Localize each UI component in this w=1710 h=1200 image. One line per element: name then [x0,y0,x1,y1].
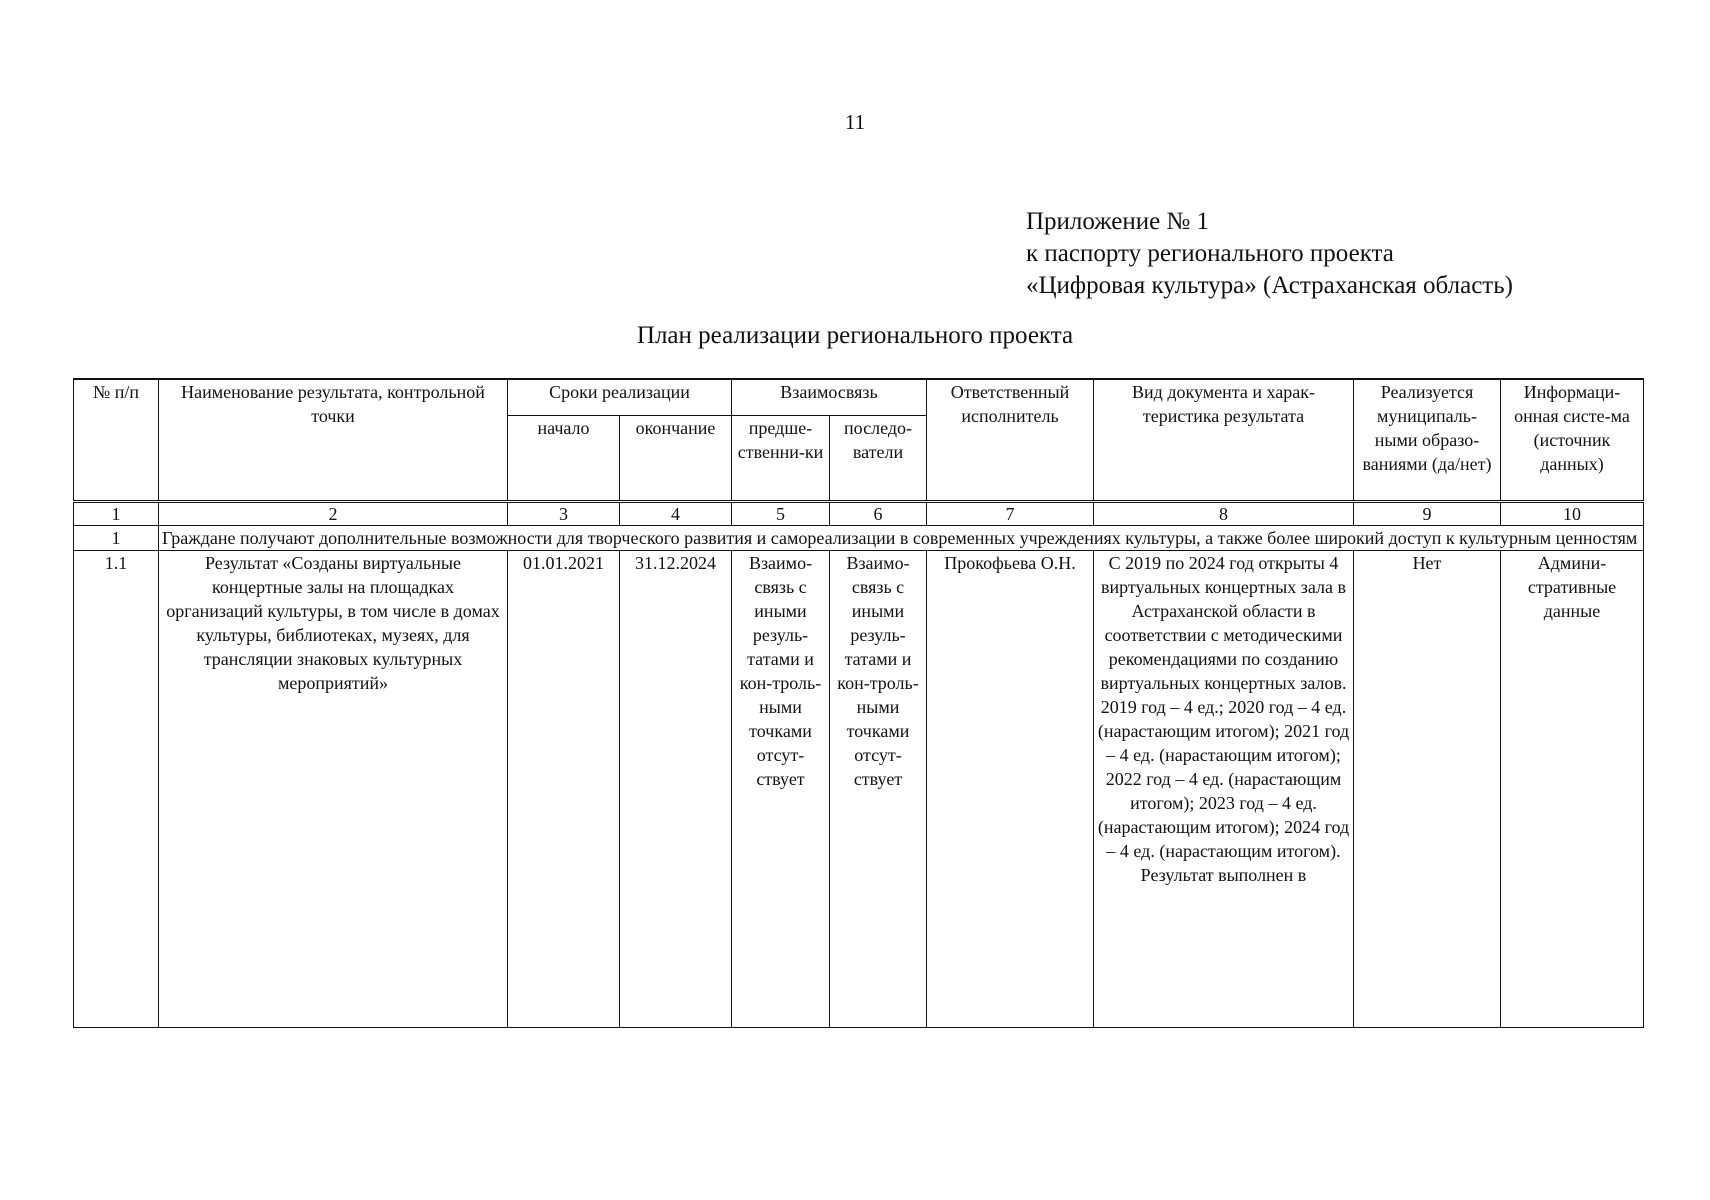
row-municipal: Нет [1354,550,1501,1027]
row-end: 31.12.2024 [620,550,732,1027]
row-info-system: Админи-стративные данные [1501,550,1644,1027]
row-successors: Взаимо-связь с иными резуль-татами и кон-троль-ными точками отсут-ствует [830,550,927,1027]
appendix-line-3: «Цифровая культура» (Астраханская область) [1026,272,1513,299]
column-number: 5 [732,501,830,525]
column-number: 2 [159,501,508,525]
column-numbers-row [74,501,1644,525]
header-doc-type: Вид документа и харак-теристика результата [1094,379,1354,501]
header-successors: последо-ватели [830,415,927,501]
table-row [74,550,1644,1027]
plan-title: План реализации регионального проекта [636,322,1074,349]
header-predecessors: предше-ственни-ки [732,415,830,501]
row-name: Результат «Созданы виртуальные концертные залы на площадках организаций культуры, в том числе в домах культуры, библиотеках, музеях, для трансляции знаковых культурных мероприятий» [159,550,508,1027]
header-terms: Сроки реализации [508,379,732,415]
section-num: 1 [74,525,159,550]
header-start: начало [508,415,620,501]
header-municipal: Реализуется муниципаль-ными образо-ваниями (да/нет) [1354,379,1501,501]
column-number: 6 [830,501,927,525]
appendix-line-2: к паспорту регионального проекта [1026,240,1394,267]
header-num: № п/п [74,379,159,501]
row-num: 1.1 [74,550,159,1027]
row-doc-type: С 2019 по 2024 год открыты 4 виртуальных концертных зала в Астраханской области в соответствии с методическими рекомендациями по созданию виртуальных концертных залов. 2019 год – 4 ед.; 2020 год – 4 ед. (нарастающим итогом); 2021 год – 4 ед. (нарастающим итогом); 2022 год – 4 ед. (нарастающим итогом); 2023 год – 4 ед. (нарастающим итогом); 2024 год – 4 ед. (нарастающим итогом). Результат выполнен в [1094,550,1354,1027]
row-responsible: Прокофьева О.Н. [927,550,1094,1027]
implementation-plan-table [73,378,1644,1028]
appendix-line-1: Приложение № 1 [1026,208,1210,235]
column-number: 9 [1354,501,1501,525]
header-name: Наименование результата, контрольной точки [159,379,508,501]
header-info-system: Информаци-онная систе-ма (источник данных) [1501,379,1644,501]
section-text: Граждане получают дополнительные возможности для творческого развития и самореализации в современных учреждениях культуры, а также более широкий доступ к культурным ценностям [159,525,1644,550]
column-number: 3 [508,501,620,525]
page-number: 11 [844,110,866,134]
column-number: 10 [1501,501,1644,525]
header-end: окончание [620,415,732,501]
header-responsible: Ответственный исполнитель [927,379,1094,501]
column-number: 4 [620,501,732,525]
column-number: 7 [927,501,1094,525]
row-predecessors: Взаимо-связь с иными резуль-татами и кон-троль-ными точками отсут-ствует [732,550,830,1027]
column-number: 1 [74,501,159,525]
section-row [74,525,1644,550]
column-number: 8 [1094,501,1354,525]
appendix-reference [1026,206,1513,302]
header-relation: Взаимосвязь [732,379,927,415]
row-start: 01.01.2021 [508,550,620,1027]
